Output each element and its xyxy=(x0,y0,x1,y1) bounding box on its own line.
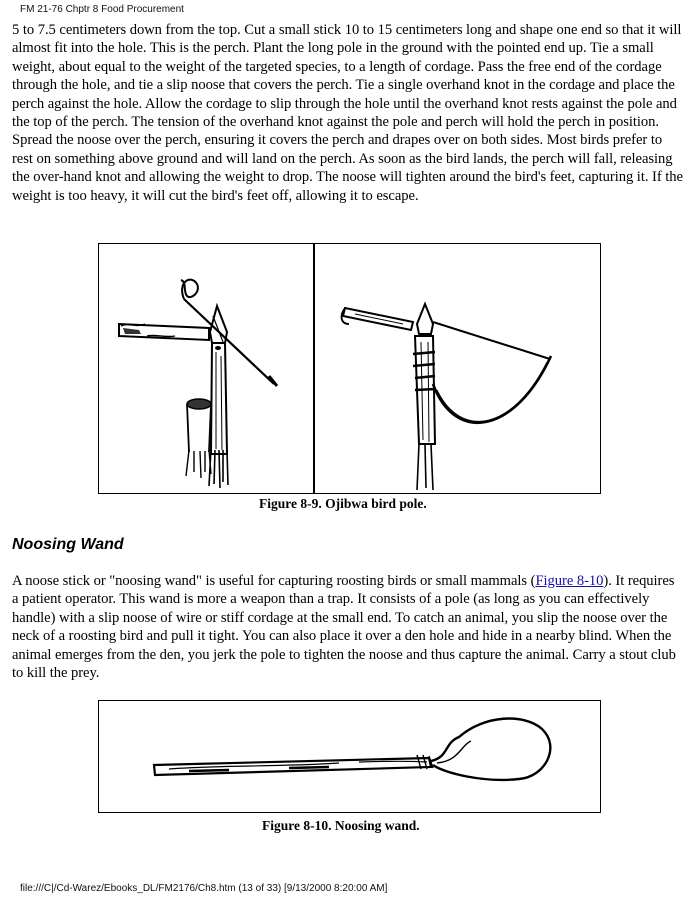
figure-ojibwa-bird-pole xyxy=(98,243,601,494)
paragraph-noosing-wand xyxy=(12,572,684,682)
figure-noosing-wand xyxy=(98,700,601,813)
figure-8-9-caption: Figure 8-9. Ojibwa bird pole. xyxy=(259,496,427,511)
page-header: FM 21-76 Chptr 8 Food Procurement xyxy=(20,4,184,15)
noosing-wand-illustration xyxy=(99,701,600,812)
paragraph-text-end: ). It requires a patient operator. This wand is more a weapon than a trap. It consists of a pole (as long as you can effectively handle) with a slip noose of wire or stiff cordage at the small end. To catch an animal, you slip the noose over the neck of a roosting bird and pull it tight. You can also place it over a den hole and hide in a nearby blind. When the animal emerges from the den, you jerk the pole to tighten the noose and thus capture the animal. Carry a stout club to kill the prey. xyxy=(12,573,676,682)
page-footer: file:///C|/Cd-Warez/Ebooks_DL/FM2176/Ch8.htm (13 of 33) [9/13/2000 8:20:00 AM] xyxy=(20,883,388,894)
figure-8-10-caption: Figure 8-10. Noosing wand. xyxy=(262,818,420,833)
figure-8-10-link[interactable]: Figure 8-10 xyxy=(535,573,604,589)
bird-pole-setup-illustration xyxy=(99,244,313,493)
section-heading-noosing-wand: Noosing Wand xyxy=(12,536,124,553)
bird-pole-sprung-illustration xyxy=(315,244,600,493)
paragraph-bird-pole: 5 to 7.5 centimeters down from the top. Cut a small stick 10 to 15 centimeters long and shape one end so that it will almost fit into the hole. This is the perch. Plant the long pole in the ground with the pointed end up. Tie a small weight, about equal to the weight of the targeted species, to a length of cordage. Pass the free end of the cordage through the hole, and tie a slip noose that covers the perch. Tie a single overhand knot in the cordage and place the perch against the hole. Allow the cordage to slip through the hole until the overhand knot rests against the pole and the top of the perch. The tension of the overhand knot against the pole and perch will hold the perch in position. Spread the noose over the perch, ensuring it covers the perch and drapes over on both sides. Most birds prefer to rest on something above ground and will land on the perch. As soon as the bird lands, the perch will fall, releasing the over-hand knot and allowing the weight to drop. The noose will tighten around the bird's feet, capturing it. If the weight is too heavy, it will cut the bird's feet off, allowing it to escape. xyxy=(12,22,683,204)
paragraph-text-start: A noose stick or "noosing wand" is useful for capturing roosting birds or small mammals ( xyxy=(12,573,536,589)
